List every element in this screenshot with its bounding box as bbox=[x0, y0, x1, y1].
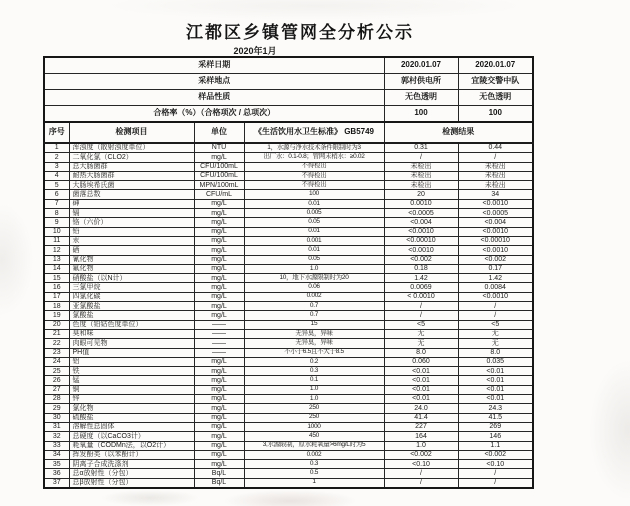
table-row bbox=[44, 404, 533, 413]
row-result-2: <0.0010 bbox=[458, 292, 533, 301]
row-no: 19 bbox=[44, 311, 69, 320]
info-value-2: 宜陵交警中队 bbox=[458, 74, 533, 90]
table-row bbox=[44, 153, 533, 162]
row-no: 12 bbox=[44, 246, 69, 255]
row-standard: 450 bbox=[244, 432, 384, 441]
row-result-1: <0.01 bbox=[384, 376, 458, 385]
row-no: 5 bbox=[44, 181, 69, 190]
table-row bbox=[44, 395, 533, 404]
row-item: 氯化物 bbox=[69, 404, 194, 413]
row-standard: 0.3 bbox=[244, 460, 384, 469]
row-result-2: 无 bbox=[458, 339, 533, 348]
table-row bbox=[44, 227, 533, 236]
row-result-1: / bbox=[384, 153, 458, 162]
row-result-2: 24.3 bbox=[458, 404, 533, 413]
table-row bbox=[44, 422, 533, 431]
row-result-2: 未检出 bbox=[458, 162, 533, 171]
table-row bbox=[44, 339, 533, 348]
row-no: 21 bbox=[44, 329, 69, 338]
row-result-1: <0.0010 bbox=[384, 246, 458, 255]
row-item: 硝酸盐（以N计） bbox=[69, 274, 194, 283]
info-row bbox=[44, 90, 533, 106]
row-item: 铬（六价） bbox=[69, 218, 194, 227]
row-result-1: / bbox=[384, 302, 458, 311]
row-item: 总大肠菌群 bbox=[69, 162, 194, 171]
row-item: 氰化物 bbox=[69, 255, 194, 264]
row-item: 氟化物 bbox=[69, 264, 194, 273]
row-result-1: 24.0 bbox=[384, 404, 458, 413]
row-standard: 0.002 bbox=[244, 292, 384, 301]
table-row bbox=[44, 292, 533, 301]
row-result-1: <0.0005 bbox=[384, 209, 458, 218]
table-row bbox=[44, 376, 533, 385]
row-result-1: <0.01 bbox=[384, 395, 458, 404]
row-result-1: 0.0010 bbox=[384, 199, 458, 208]
row-result-2: <0.0010 bbox=[458, 199, 533, 208]
row-result-1: 无 bbox=[384, 339, 458, 348]
row-standard: 0.05 bbox=[244, 255, 384, 264]
row-unit: mg/L bbox=[194, 395, 244, 404]
row-no: 11 bbox=[44, 236, 69, 245]
row-result-2: <0.01 bbox=[458, 385, 533, 394]
row-item: 耐热大肠菌群 bbox=[69, 171, 194, 180]
row-standard: 出厂水：0.1-0.8；管网末梢水：≥0.02 bbox=[244, 153, 384, 162]
table-row bbox=[44, 199, 533, 208]
row-standard: 1.0 bbox=[244, 264, 384, 273]
row-item: 二氧化氯（CLO2） bbox=[69, 153, 194, 162]
row-standard: 0.01 bbox=[244, 199, 384, 208]
row-unit: mg/L bbox=[194, 255, 244, 264]
table-row bbox=[44, 246, 533, 255]
row-result-2: 41.5 bbox=[458, 413, 533, 422]
row-standard: 1.0 bbox=[244, 395, 384, 404]
row-result-1: 无 bbox=[384, 329, 458, 338]
row-standard: 250 bbox=[244, 413, 384, 422]
row-item: 氯酸盐 bbox=[69, 311, 194, 320]
table-row bbox=[44, 302, 533, 311]
row-no: 33 bbox=[44, 441, 69, 450]
row-result-2: <0.01 bbox=[458, 376, 533, 385]
row-unit: mg/L bbox=[194, 422, 244, 431]
row-result-2: / bbox=[458, 469, 533, 478]
info-label: 合格率（%）（合格项次 / 总项次） bbox=[44, 106, 384, 123]
row-result-1: <0.01 bbox=[384, 367, 458, 376]
column-header-unit: 单位 bbox=[194, 122, 244, 143]
row-result-2: / bbox=[458, 478, 533, 488]
row-no: 35 bbox=[44, 460, 69, 469]
row-result-2: <0.002 bbox=[458, 255, 533, 264]
row-item: 锌 bbox=[69, 395, 194, 404]
row-result-2: 0.44 bbox=[458, 143, 533, 153]
row-unit: mg/L bbox=[194, 311, 244, 320]
row-result-1: <0.002 bbox=[384, 255, 458, 264]
row-item: 臭和味 bbox=[69, 329, 194, 338]
table-row bbox=[44, 478, 533, 488]
row-unit: mg/L bbox=[194, 227, 244, 236]
table-row bbox=[44, 283, 533, 292]
row-standard: 0.3 bbox=[244, 367, 384, 376]
row-item: 砷 bbox=[69, 199, 194, 208]
row-no: 2 bbox=[44, 153, 69, 162]
row-no: 7 bbox=[44, 199, 69, 208]
row-result-2: 269 bbox=[458, 422, 533, 431]
row-no: 3 bbox=[44, 162, 69, 171]
column-header-item: 检测项目 bbox=[69, 122, 194, 143]
row-item: 总β放射性（分包） bbox=[69, 478, 194, 488]
row-no: 6 bbox=[44, 190, 69, 199]
row-standard: 0.002 bbox=[244, 450, 384, 459]
info-value-2: 100 bbox=[458, 106, 533, 123]
row-item: 铜 bbox=[69, 385, 194, 394]
row-result-2: 0.17 bbox=[458, 264, 533, 273]
column-header-row bbox=[44, 122, 533, 143]
row-result-1: <0.004 bbox=[384, 218, 458, 227]
row-standard: 0.06 bbox=[244, 283, 384, 292]
info-label: 采样日期 bbox=[44, 57, 384, 74]
row-result-2: 0.0084 bbox=[458, 283, 533, 292]
row-result-1: 164 bbox=[384, 432, 458, 441]
row-unit: mg/L bbox=[194, 153, 244, 162]
table-row bbox=[44, 357, 533, 366]
row-unit: mg/L bbox=[194, 432, 244, 441]
table-row bbox=[44, 162, 533, 171]
table-row bbox=[44, 143, 533, 153]
row-no: 18 bbox=[44, 302, 69, 311]
row-standard: 0.7 bbox=[244, 302, 384, 311]
info-value-1: 2020.01.07 bbox=[384, 57, 458, 74]
table-row bbox=[44, 236, 533, 245]
row-standard: 0.5 bbox=[244, 469, 384, 478]
row-result-1: 0.060 bbox=[384, 357, 458, 366]
row-result-2: / bbox=[458, 153, 533, 162]
info-value-1: 无色透明 bbox=[384, 90, 458, 106]
row-standard: 15 bbox=[244, 320, 384, 329]
row-no: 13 bbox=[44, 255, 69, 264]
row-result-2: 1.42 bbox=[458, 274, 533, 283]
row-result-1: 未检出 bbox=[384, 162, 458, 171]
row-item: 肉眼可见物 bbox=[69, 339, 194, 348]
row-no: 15 bbox=[44, 274, 69, 283]
row-unit: mg/L bbox=[194, 441, 244, 450]
table-row bbox=[44, 311, 533, 320]
row-result-1: <0.01 bbox=[384, 385, 458, 394]
row-result-2: / bbox=[458, 302, 533, 311]
row-item: 总α放射性（分包） bbox=[69, 469, 194, 478]
row-result-1: 未检出 bbox=[384, 181, 458, 190]
row-result-2: <0.00010 bbox=[458, 236, 533, 245]
table-row bbox=[44, 209, 533, 218]
row-unit: mg/L bbox=[194, 236, 244, 245]
row-result-2: 未检出 bbox=[458, 171, 533, 180]
row-standard: 无异臭，异味 bbox=[244, 329, 384, 338]
row-no: 20 bbox=[44, 320, 69, 329]
row-no: 4 bbox=[44, 171, 69, 180]
row-item: 锰 bbox=[69, 376, 194, 385]
row-unit: Bq/L bbox=[194, 469, 244, 478]
row-result-1: 0.18 bbox=[384, 264, 458, 273]
info-value-1: 100 bbox=[384, 106, 458, 123]
row-standard: 不得检出 bbox=[244, 171, 384, 180]
row-item: 铁 bbox=[69, 367, 194, 376]
table-row bbox=[44, 181, 533, 190]
row-no: 9 bbox=[44, 218, 69, 227]
row-no: 26 bbox=[44, 376, 69, 385]
info-label: 样品性质 bbox=[44, 90, 384, 106]
info-label: 采样地点 bbox=[44, 74, 384, 90]
row-no: 29 bbox=[44, 404, 69, 413]
table-row bbox=[44, 450, 533, 459]
row-result-2: <0.10 bbox=[458, 460, 533, 469]
row-result-1: <5 bbox=[384, 320, 458, 329]
row-no: 32 bbox=[44, 432, 69, 441]
row-unit: MPN/100mL bbox=[194, 181, 244, 190]
row-result-2: <0.01 bbox=[458, 367, 533, 376]
row-item: 挥发酚类（以苯酚计） bbox=[69, 450, 194, 459]
row-result-1: <0.10 bbox=[384, 460, 458, 469]
row-unit: NTU bbox=[194, 143, 244, 153]
row-result-1: 20 bbox=[384, 190, 458, 199]
info-row bbox=[44, 106, 533, 123]
row-standard: 0.01 bbox=[244, 246, 384, 255]
row-standard: 0.001 bbox=[244, 236, 384, 245]
row-no: 14 bbox=[44, 264, 69, 273]
row-result-1: / bbox=[384, 478, 458, 488]
row-no: 10 bbox=[44, 227, 69, 236]
row-result-1: 未检出 bbox=[384, 171, 458, 180]
row-unit: mg/L bbox=[194, 283, 244, 292]
row-unit: mg/L bbox=[194, 274, 244, 283]
row-result-2: 未检出 bbox=[458, 181, 533, 190]
row-standard: 250 bbox=[244, 404, 384, 413]
row-no: 34 bbox=[44, 450, 69, 459]
row-result-2: 无 bbox=[458, 329, 533, 338]
row-result-1: / bbox=[384, 469, 458, 478]
row-result-1: 1.42 bbox=[384, 274, 458, 283]
row-standard: 不小于6.5且不大于8.5 bbox=[244, 348, 384, 357]
row-unit: mg/L bbox=[194, 404, 244, 413]
row-standard: 1 bbox=[244, 478, 384, 488]
row-item: 亚氯酸盐 bbox=[69, 302, 194, 311]
row-result-2: <0.0010 bbox=[458, 246, 533, 255]
row-no: 23 bbox=[44, 348, 69, 357]
row-unit: mg/L bbox=[194, 367, 244, 376]
row-unit: Bq/L bbox=[194, 478, 244, 488]
row-item: PH值 bbox=[69, 348, 194, 357]
table-row bbox=[44, 460, 533, 469]
row-result-2: <5 bbox=[458, 320, 533, 329]
table-row bbox=[44, 218, 533, 227]
table-row bbox=[44, 348, 533, 357]
row-item: 硒 bbox=[69, 246, 194, 255]
row-standard: 3,水源限制，原水耗氧量>6mg/L时为5 bbox=[244, 441, 384, 450]
row-unit: mg/L bbox=[194, 246, 244, 255]
table-row bbox=[44, 441, 533, 450]
table-row bbox=[44, 432, 533, 441]
row-standard: 1000 bbox=[244, 422, 384, 431]
column-header-result: 检测结果 bbox=[384, 122, 533, 143]
row-result-1: <0.0010 bbox=[384, 227, 458, 236]
table-row bbox=[44, 367, 533, 376]
row-unit: CFU/100mL bbox=[194, 162, 244, 171]
row-standard: 0.1 bbox=[244, 376, 384, 385]
row-standard: 1.0 bbox=[244, 385, 384, 394]
report-month: 2020年1月 bbox=[233, 46, 277, 56]
row-result-2: <0.0010 bbox=[458, 227, 533, 236]
page-title: 江都区乡镇管网全分析公示 bbox=[186, 23, 414, 42]
row-no: 8 bbox=[44, 209, 69, 218]
row-result-1: 227 bbox=[384, 422, 458, 431]
table-row bbox=[44, 413, 533, 422]
table-row bbox=[44, 255, 533, 264]
row-item: 铅 bbox=[69, 227, 194, 236]
info-row bbox=[44, 74, 533, 90]
row-unit: —— bbox=[194, 329, 244, 338]
row-unit: CFU/100mL bbox=[194, 171, 244, 180]
row-result-1: <0.002 bbox=[384, 450, 458, 459]
row-no: 16 bbox=[44, 283, 69, 292]
column-header-standard: 《生活饮用水卫生标准》 GB5749 bbox=[244, 122, 384, 143]
row-item: 四氯化碳 bbox=[69, 292, 194, 301]
row-no: 25 bbox=[44, 367, 69, 376]
row-result-1: 41.4 bbox=[384, 413, 458, 422]
row-no: 37 bbox=[44, 478, 69, 488]
row-item: 三氯甲烷 bbox=[69, 283, 194, 292]
row-item: 菌落总数 bbox=[69, 190, 194, 199]
row-item: 总硬度（以CaCO3计） bbox=[69, 432, 194, 441]
info-value-2: 无色透明 bbox=[458, 90, 533, 106]
row-result-2: <0.01 bbox=[458, 395, 533, 404]
row-result-2: / bbox=[458, 311, 533, 320]
row-standard: 10，地下水源限制时为20 bbox=[244, 274, 384, 283]
table-row bbox=[44, 171, 533, 180]
row-result-1: < 0.0010 bbox=[384, 292, 458, 301]
row-result-1: <0.00010 bbox=[384, 236, 458, 245]
row-unit: mg/L bbox=[194, 302, 244, 311]
row-standard: 不得检出 bbox=[244, 181, 384, 190]
row-no: 22 bbox=[44, 339, 69, 348]
row-result-2: 146 bbox=[458, 432, 533, 441]
row-result-2: <0.0005 bbox=[458, 209, 533, 218]
row-result-1: 8.0 bbox=[384, 348, 458, 357]
table-row bbox=[44, 190, 533, 199]
table-row bbox=[44, 329, 533, 338]
row-result-1: / bbox=[384, 311, 458, 320]
row-no: 36 bbox=[44, 469, 69, 478]
row-unit: mg/L bbox=[194, 413, 244, 422]
info-value-2: 2020.01.07 bbox=[458, 57, 533, 74]
row-item: 镉 bbox=[69, 209, 194, 218]
row-no: 24 bbox=[44, 357, 69, 366]
row-no: 28 bbox=[44, 395, 69, 404]
row-unit: mg/L bbox=[194, 218, 244, 227]
table-row bbox=[44, 385, 533, 394]
row-standard: 0.01 bbox=[244, 227, 384, 236]
row-result-1: 0.0069 bbox=[384, 283, 458, 292]
row-no: 1 bbox=[44, 143, 69, 153]
row-unit: mg/L bbox=[194, 385, 244, 394]
row-unit: —— bbox=[194, 348, 244, 357]
row-unit: mg/L bbox=[194, 376, 244, 385]
info-row bbox=[44, 57, 533, 74]
row-result-1: 1.0 bbox=[384, 441, 458, 450]
row-result-2: <0.004 bbox=[458, 218, 533, 227]
row-item: 阴离子合成洗涤剂 bbox=[69, 460, 194, 469]
row-item: 汞 bbox=[69, 236, 194, 245]
info-body bbox=[44, 57, 533, 122]
row-unit: mg/L bbox=[194, 292, 244, 301]
row-item: 色度（铂钴色度单位） bbox=[69, 320, 194, 329]
table-row bbox=[44, 469, 533, 478]
row-item: 耗氧量（CODMn法，以O2计） bbox=[69, 441, 194, 450]
row-result-2: 0.035 bbox=[458, 357, 533, 366]
row-unit: mg/L bbox=[194, 264, 244, 273]
info-value-1: 郭村供电所 bbox=[384, 74, 458, 90]
row-standard: 不得检出 bbox=[244, 162, 384, 171]
row-unit: mg/L bbox=[194, 357, 244, 366]
row-standard: 100 bbox=[244, 190, 384, 199]
data-body bbox=[44, 143, 533, 488]
row-unit: mg/L bbox=[194, 460, 244, 469]
row-item: 大肠埃希氏菌 bbox=[69, 181, 194, 190]
row-result-1: 0.31 bbox=[384, 143, 458, 153]
row-unit: —— bbox=[194, 320, 244, 329]
column-header-no: 序号 bbox=[44, 122, 69, 143]
row-result-2: 34 bbox=[458, 190, 533, 199]
table-row bbox=[44, 274, 533, 283]
row-unit: mg/L bbox=[194, 209, 244, 218]
row-standard: 0.2 bbox=[244, 357, 384, 366]
row-standard: 0.05 bbox=[244, 218, 384, 227]
row-standard: 0.7 bbox=[244, 311, 384, 320]
row-result-2: <0.002 bbox=[458, 450, 533, 459]
row-unit: mg/L bbox=[194, 450, 244, 459]
row-unit: —— bbox=[194, 339, 244, 348]
row-result-2: 8.0 bbox=[458, 348, 533, 357]
analysis-table bbox=[43, 56, 534, 489]
row-standard: 1，水源与净水技术条件限制时为3 bbox=[244, 143, 384, 153]
row-unit: CFU/mL bbox=[194, 190, 244, 199]
row-standard: 0.005 bbox=[244, 209, 384, 218]
row-item: 浑浊度（散射浊度单位） bbox=[69, 143, 194, 153]
row-unit: mg/L bbox=[194, 199, 244, 208]
row-result-2: 1.1 bbox=[458, 441, 533, 450]
table-row bbox=[44, 320, 533, 329]
row-standard: 无异臭，异味 bbox=[244, 339, 384, 348]
row-no: 17 bbox=[44, 292, 69, 301]
row-item: 铝 bbox=[69, 357, 194, 366]
table-row bbox=[44, 264, 533, 273]
row-no: 27 bbox=[44, 385, 69, 394]
row-no: 31 bbox=[44, 422, 69, 431]
row-item: 溶解性总固体 bbox=[69, 422, 194, 431]
row-no: 30 bbox=[44, 413, 69, 422]
row-item: 硫酸盐 bbox=[69, 413, 194, 422]
